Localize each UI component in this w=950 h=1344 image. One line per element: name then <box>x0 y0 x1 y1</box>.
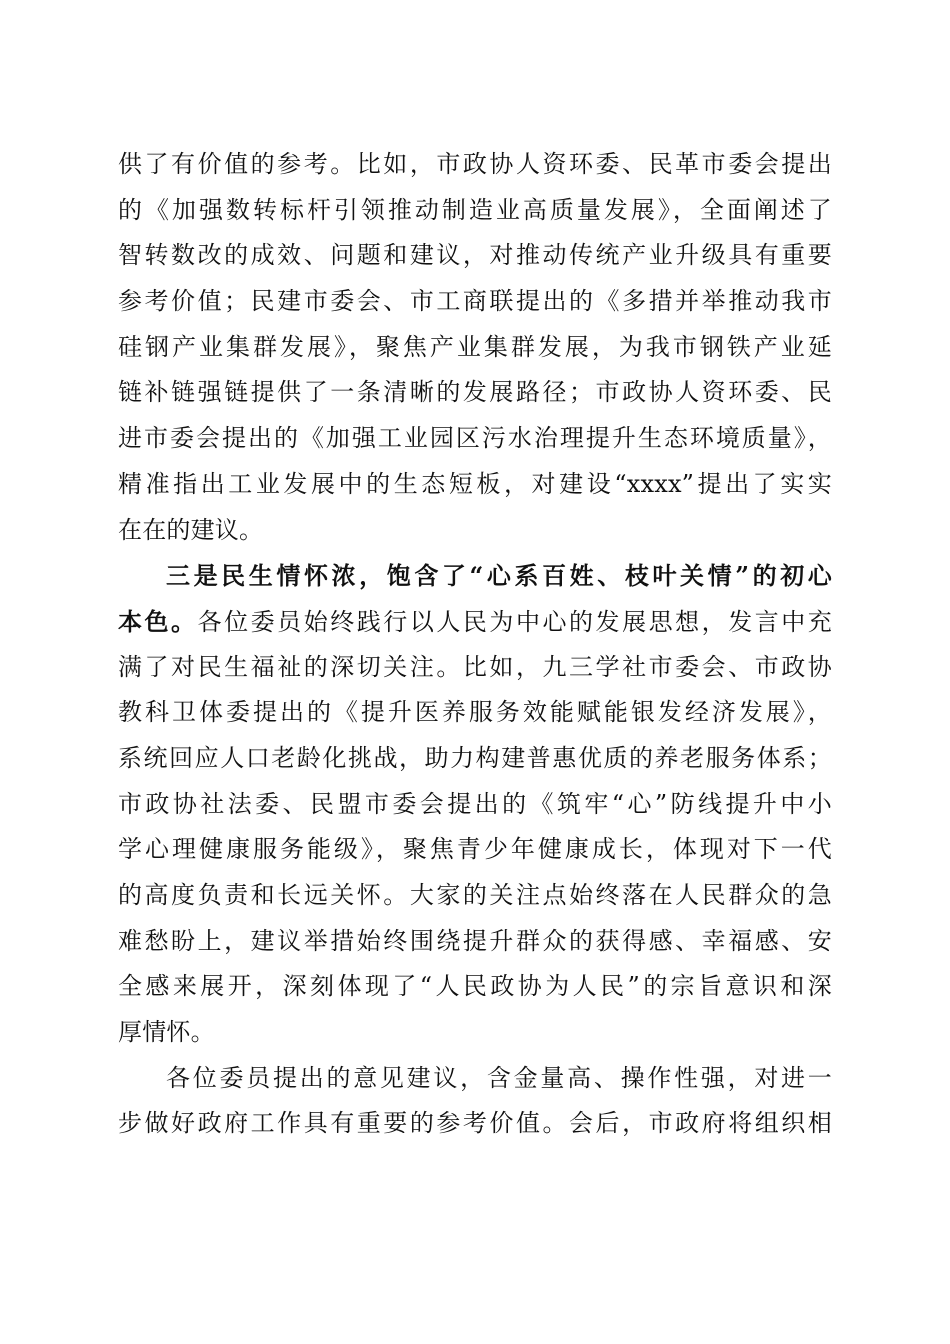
text-line: 系统回应人口老龄化挑战，助力构建普惠优质的养老服务体系； <box>118 743 832 772</box>
text-line: 智转数改的成效、问题和建议，对推动传统产业升级具有重要 <box>118 241 832 270</box>
text-line: 教科卫体委提出的《提升医养服务效能赋能银发经济发展》， <box>118 698 832 727</box>
text-line: 全感来展开，深刻体现了“人民政协为人民”的宗旨意识和深 <box>118 972 832 1001</box>
text-line: 难愁盼上，建议举措始终围绕提升群众的获得感、幸福感、安 <box>118 926 832 955</box>
text-line: 参考价值；民建市委会、市工商联提出的《多措并举推动我市 <box>118 287 832 316</box>
paragraph-3 <box>118 1056 832 1147</box>
paragraph-heading-end: 本色。 <box>118 606 198 636</box>
paragraph-2 <box>118 553 832 1056</box>
text-line: 满了对民生福祉的深切关注。比如，九三学社市委会、市政协 <box>118 652 832 681</box>
text-line: 的《加强数转标杆引领推动制造业高质量发展》，全面阐述了 <box>118 195 832 224</box>
text-line: 市政协社法委、民盟市委会提出的《筑牢“心”防线提升中小 <box>118 789 832 818</box>
text-line: 的高度负责和长远关怀。大家的关注点始终落在人民群众的急 <box>118 881 832 909</box>
text-line: 供了有价值的参考。比如，市政协人资环委、民革市委会提出 <box>118 150 832 178</box>
text-line: 链补链强链提供了一条清晰的发展路径；市政协人资环委、民 <box>118 378 832 407</box>
text-line <box>118 599 832 645</box>
text-line: 精准指出工业发展中的生态短板，对建设“xxxx”提出了实实 <box>118 469 832 498</box>
text-line: 在在的建议。 <box>118 515 264 544</box>
paragraph-1 <box>118 142 832 553</box>
text-line: 各位委员提出的意见建议，含金量高、操作性强，对进一 <box>166 1063 832 1092</box>
text-line: 进市委会提出的《加强工业园区污水治理提升生态环境质量》， <box>118 424 832 453</box>
document-body <box>118 142 832 1147</box>
text-line: 厚情怀。 <box>118 1018 215 1047</box>
text-line: 步做好政府工作具有重要的参考价值。会后，市政府将组织相 <box>118 1109 832 1138</box>
text-span: 各位委员始终践行以人民为中心的发展思想，发言中充 <box>197 607 832 636</box>
paragraph-heading: 三是民生情怀浓，饱含了“心系百姓、枝叶关情”的初心 <box>166 561 832 591</box>
text-line: 硅钢产业集群发展》，聚焦产业集群发展，为我市钢铁产业延 <box>118 332 832 361</box>
text-line: 学心理健康服务能级》，聚焦青少年健康成长，体现对下一代 <box>118 835 832 864</box>
